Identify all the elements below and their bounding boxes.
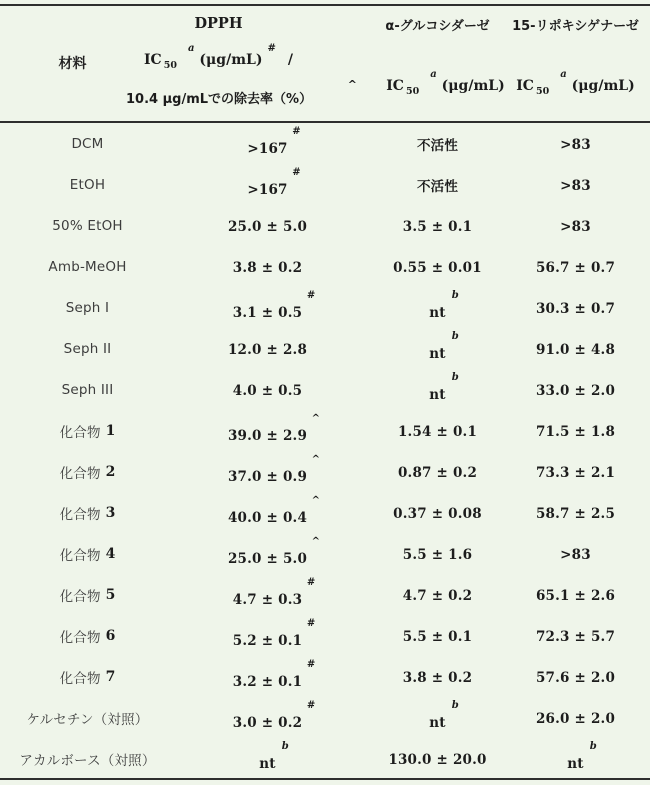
glucosidase-value: 0.87 ± 0.2 [397, 465, 478, 481]
dpph-value-wrap [227, 413, 321, 444]
glucosidase-value-wrap [398, 462, 477, 481]
lipoxygenase-value-wrap [560, 216, 591, 235]
lipoxygenase-value-wrap [536, 585, 615, 604]
glucosidase-value: 130.0 ± 20.0 [388, 752, 487, 768]
dpph-value-cell [175, 164, 360, 205]
lipoxygenase-value-wrap [567, 741, 597, 772]
dpph-value-cell [175, 328, 360, 369]
table-row [0, 164, 650, 205]
compound-number: 5 [105, 586, 116, 603]
glucosidase-value: 4.7 ± 0.2 [402, 588, 473, 604]
dpph-value-wrap [233, 257, 303, 276]
dpph-value-wrap [233, 380, 303, 399]
dpph-value-wrap [227, 454, 321, 485]
dpph-value-cell [175, 697, 360, 738]
header-glucosidase-ic50 [368, 69, 523, 97]
dpph-value: 5.2 ± 0.1 [232, 633, 303, 649]
lipoxygenase-value-cell [508, 574, 643, 615]
table-row [0, 656, 650, 697]
lipoxygenase-value-wrap [536, 380, 615, 399]
dpph-value-cell [175, 533, 360, 574]
header-material-label: 材料 [58, 56, 87, 72]
glucosidase-value-cell [360, 738, 515, 779]
lipoxygenase-value-cell [508, 369, 643, 410]
dpph-value: 40.0 ± 0.4 [227, 510, 308, 526]
table-body [0, 123, 650, 779]
dpph-value-wrap [259, 741, 289, 772]
dpph-value: 3.0 ± 0.2 [232, 715, 303, 731]
dpph-value-wrap [228, 216, 307, 235]
glucosidase-value-cell [360, 287, 515, 328]
glucosidase-value: 不活性 [416, 178, 459, 195]
table-row [0, 451, 650, 492]
material-label-cell [0, 697, 175, 738]
table-row [0, 410, 650, 451]
glucosidase-value-cell [360, 615, 515, 656]
dpph-value-cell [175, 123, 360, 164]
table-header-row [0, 6, 650, 120]
material-label: Seph I [65, 299, 110, 316]
dpph-value: 3.8 ± 0.2 [232, 260, 303, 276]
dpph-value: 3.2 ± 0.1 [232, 674, 303, 690]
lipoxygenase-value: 57.6 ± 2.0 [535, 670, 616, 686]
glucosidase-value-cell [360, 533, 515, 574]
header-glucosidase-title: α-グルコシダーゼ [385, 19, 490, 34]
lipoxygenase-value: >83 [560, 137, 591, 153]
lipoxygenase-value: 33.0 ± 2.0 [535, 383, 616, 399]
dpph-value: >167 [247, 182, 288, 198]
table-row [0, 615, 650, 656]
ic-subscript: 50 [163, 60, 177, 71]
dpph-footnote-marker: ^ [311, 495, 321, 506]
glucosidase-value-cell [360, 205, 515, 246]
glucosidase-value-wrap [403, 626, 473, 645]
lipoxygenase-value-wrap [536, 708, 615, 727]
glucosidase-value-cell [360, 164, 515, 205]
dpph-value-wrap [227, 495, 321, 526]
material-label: Amb-MeOH [48, 258, 127, 275]
dpph-value-wrap [232, 700, 316, 731]
dpph-value-wrap [232, 290, 316, 321]
lipoxygenase-value: 30.3 ± 0.7 [535, 301, 616, 317]
footnote-a-marker: a [430, 69, 437, 80]
material-label-cell [0, 738, 175, 779]
dpph-footnote-marker: # [306, 659, 316, 670]
dpph-footnote-marker: # [306, 290, 316, 301]
lipoxygenase-value-cell [508, 205, 643, 246]
glucosidase-value: 不活性 [416, 137, 459, 154]
material-label-cell [0, 492, 175, 533]
glucosidase-footnote-marker: b [451, 331, 459, 342]
dpph-value-cell [175, 410, 360, 451]
lipoxygenase-value-wrap [536, 503, 615, 522]
glucosidase-value: 5.5 ± 0.1 [402, 629, 473, 645]
glucosidase-value-wrap [393, 257, 482, 276]
dpph-value-wrap [247, 167, 301, 198]
ic-label: IC [144, 52, 162, 68]
dpph-value-wrap [247, 126, 301, 157]
glucosidase-value-cell [360, 697, 515, 738]
lipoxygenase-value-cell [508, 123, 643, 164]
material-label: ケルセチン（対照） [26, 711, 149, 728]
lipoxygenase-value: 73.3 ± 2.1 [535, 465, 616, 481]
table-row [0, 697, 650, 738]
lipoxygenase-value: 71.5 ± 1.8 [535, 424, 616, 440]
material-label: Seph II [63, 340, 112, 357]
glucosidase-value: 0.55 ± 0.01 [393, 260, 482, 276]
lipoxygenase-value: nt [567, 756, 584, 772]
glucosidase-value-cell [360, 492, 515, 533]
material-label-cell [0, 328, 175, 369]
dpph-value: 39.0 ± 2.9 [227, 428, 308, 444]
glucosidase-value-cell [360, 328, 515, 369]
table-row [0, 574, 650, 615]
glucosidase-value-wrap [429, 331, 459, 362]
material-label: 化合物 [59, 506, 101, 523]
glucosidase-footnote-marker: b [451, 372, 459, 383]
lipoxygenase-value: 65.1 ± 2.6 [535, 588, 616, 604]
lipoxygenase-value: >83 [560, 178, 591, 194]
glucosidase-footnote-marker: b [451, 700, 459, 711]
glucosidase-value-wrap [398, 421, 477, 440]
lipoxygenase-value: >83 [560, 547, 591, 563]
footnote-a-marker: a [560, 69, 567, 80]
glucosidase-value-wrap [393, 503, 482, 522]
table-row [0, 328, 650, 369]
lipoxygenase-value: 56.7 ± 0.7 [535, 260, 616, 276]
glucosidase-value-cell [360, 410, 515, 451]
table-row [0, 205, 650, 246]
dpph-value-cell [175, 656, 360, 697]
lipoxygenase-value-wrap [536, 298, 615, 317]
dpph-value-wrap [232, 659, 316, 690]
header-dpph-cell [126, 6, 360, 120]
ic-unit: (μg/mL) [199, 52, 263, 68]
material-label: 化合物 [59, 670, 101, 687]
glucosidase-value-cell [360, 574, 515, 615]
header-dpph-ic50 [126, 43, 311, 71]
lipoxygenase-value-cell [508, 656, 643, 697]
lipoxygenase-value-cell [508, 164, 643, 205]
lipoxygenase-value-cell [508, 697, 643, 738]
dpph-value-cell [175, 246, 360, 287]
material-label: 化合物 [59, 547, 101, 564]
dpph-value-wrap [228, 339, 307, 358]
material-label-cell [0, 574, 175, 615]
glucosidase-value: 0.37 ± 0.08 [393, 506, 482, 522]
compound-number: 2 [105, 463, 116, 480]
material-label: 化合物 [59, 424, 101, 441]
dpph-footnote-marker: # [292, 167, 301, 178]
lipoxygenase-value-wrap [536, 257, 615, 276]
dpph-footnote-marker: ^ [311, 413, 321, 424]
material-label-cell [0, 656, 175, 697]
compound-number: 1 [105, 422, 116, 439]
dpph-value: 25.0 ± 5.0 [227, 219, 308, 235]
dpph-footnote-marker: # [292, 126, 301, 137]
slash-separator: / [287, 52, 293, 68]
table-row [0, 123, 650, 164]
material-label: 化合物 [59, 629, 101, 646]
material-label-cell [0, 369, 175, 410]
material-label: アカルボース（対照） [19, 752, 156, 769]
ic-subscript: 50 [405, 86, 420, 97]
dpph-value-cell [175, 615, 360, 656]
material-label: 化合物 [59, 588, 101, 605]
lipoxygenase-value-cell [508, 246, 643, 287]
compound-number: 6 [105, 627, 116, 644]
glucosidase-value: 1.54 ± 0.1 [397, 424, 478, 440]
dpph-value: nt [259, 756, 276, 772]
glucosidase-value-wrap [403, 585, 473, 604]
header-dpph-title: DPPH [194, 15, 243, 32]
material-label-cell [0, 410, 175, 451]
table-row [0, 533, 650, 574]
header-glucosidase-cell [360, 6, 515, 120]
dpph-value-wrap [232, 618, 316, 649]
lipoxygenase-value-cell [508, 615, 643, 656]
dpph-footnote-marker: # [306, 700, 316, 711]
table-row [0, 492, 650, 533]
material-label-cell [0, 451, 175, 492]
dpph-value: 25.0 ± 5.0 [227, 551, 308, 567]
material-label-cell [0, 164, 175, 205]
dpph-footnote-marker: ^ [311, 536, 321, 547]
dpph-value: 4.7 ± 0.3 [232, 592, 303, 608]
glucosidase-value-wrap [403, 216, 473, 235]
lipoxygenase-value-wrap [536, 421, 615, 440]
material-label-cell [0, 287, 175, 328]
dpph-value-cell [175, 287, 360, 328]
dpph-value-cell [175, 574, 360, 615]
material-label-cell [0, 533, 175, 574]
header-dpph-removal-rate: 10.4 μg/mLでの除去率（%） [126, 92, 313, 107]
material-label: EtOH [69, 176, 106, 193]
header-lipoxygenase-ic50 [508, 69, 643, 97]
glucosidase-value-cell [360, 369, 515, 410]
dpph-value: 4.0 ± 0.5 [232, 383, 303, 399]
lipoxygenase-footnote-marker: b [589, 741, 597, 752]
table-row [0, 738, 650, 779]
lipoxygenase-value: >83 [560, 219, 591, 235]
glucosidase-value: nt [429, 715, 446, 731]
dpph-value-wrap [232, 577, 316, 608]
glucosidase-value-wrap [429, 700, 459, 731]
lipoxygenase-value-wrap [536, 462, 615, 481]
dpph-value-cell [175, 451, 360, 492]
lipoxygenase-value-cell [508, 492, 643, 533]
glucosidase-value-wrap [429, 290, 459, 321]
ic-unit: (μg/mL) [571, 78, 635, 94]
material-label-cell [0, 615, 175, 656]
material-label-cell [0, 123, 175, 164]
compound-number: 3 [105, 504, 116, 521]
lipoxygenase-value: 91.0 ± 4.8 [535, 342, 616, 358]
glucosidase-value-cell [360, 123, 515, 164]
lipoxygenase-value-cell [508, 451, 643, 492]
material-label: DCM [71, 135, 104, 152]
material-label-cell [0, 246, 175, 287]
glucosidase-value: nt [429, 346, 446, 362]
glucosidase-footnote-marker: b [451, 290, 459, 301]
dpph-value: 12.0 ± 2.8 [227, 342, 308, 358]
dpph-value-cell [175, 492, 360, 533]
table-row [0, 369, 650, 410]
material-label-cell [0, 205, 175, 246]
compound-number: 4 [105, 545, 116, 562]
glucosidase-value: 5.5 ± 1.6 [402, 547, 473, 563]
footnote-hash-marker: # [267, 43, 276, 54]
lipoxygenase-value-wrap [560, 544, 591, 563]
dpph-value-wrap [227, 536, 321, 567]
glucosidase-value-cell [360, 246, 515, 287]
table-bottom-border [0, 778, 650, 780]
table-row [0, 287, 650, 328]
glucosidase-value: 3.5 ± 0.1 [402, 219, 473, 235]
compound-number: 7 [105, 668, 116, 685]
dpph-value: 37.0 ± 0.9 [227, 469, 308, 485]
lipoxygenase-value-wrap [560, 175, 591, 194]
glucosidase-value-wrap [403, 667, 473, 686]
glucosidase-value-cell [360, 656, 515, 697]
lipoxygenase-value-wrap [536, 626, 615, 645]
dpph-footnote-marker: # [306, 577, 316, 588]
table-row [0, 246, 650, 287]
lipoxygenase-value-cell [508, 287, 643, 328]
dpph-footnote-marker: # [306, 618, 316, 629]
glucosidase-value-wrap [388, 749, 486, 768]
dpph-value: 3.1 ± 0.5 [232, 305, 303, 321]
dpph-value-cell [175, 369, 360, 410]
lipoxygenase-value-cell [508, 328, 643, 369]
lipoxygenase-value-wrap [560, 134, 591, 153]
dpph-footnote-marker: b [281, 741, 289, 752]
lipoxygenase-value: 58.7 ± 2.5 [535, 506, 616, 522]
glucosidase-value-wrap [429, 372, 459, 403]
lipoxygenase-value-cell [508, 738, 643, 779]
glucosidase-value-wrap [417, 175, 458, 195]
ic-label: IC [386, 78, 404, 94]
lipoxygenase-value-cell [508, 410, 643, 451]
glucosidase-value: nt [429, 387, 446, 403]
lipoxygenase-value-wrap [536, 339, 615, 358]
material-label: Seph III [61, 381, 114, 398]
glucosidase-value-wrap [417, 134, 458, 154]
lipoxygenase-value-cell [508, 533, 643, 574]
material-label: 50% EtOH [52, 217, 123, 234]
glucosidase-value: nt [429, 305, 446, 321]
header-lipoxygenase-cell [512, 6, 650, 120]
ic-unit: (μg/mL) [441, 78, 505, 94]
glucosidase-value: 3.8 ± 0.2 [402, 670, 473, 686]
dpph-footnote-marker: ^ [311, 454, 321, 465]
dpph-value: >167 [247, 141, 288, 157]
header-lipoxygenase-title: 15-リポキシゲナーゼ [512, 19, 639, 34]
ic-label: IC [516, 78, 534, 94]
footnote-a-marker: a [187, 43, 195, 54]
glucosidase-value-cell [360, 451, 515, 492]
dpph-value-cell [175, 205, 360, 246]
footnote-caret-marker: ^ [347, 78, 357, 91]
lipoxygenase-value-wrap [536, 667, 615, 686]
material-label: 化合物 [59, 465, 101, 482]
lipoxygenase-value: 26.0 ± 2.0 [535, 711, 616, 727]
lipoxygenase-value: 72.3 ± 5.7 [535, 629, 616, 645]
glucosidase-value-wrap [403, 544, 473, 563]
ic-subscript: 50 [535, 86, 550, 97]
dpph-value-cell [175, 738, 360, 779]
